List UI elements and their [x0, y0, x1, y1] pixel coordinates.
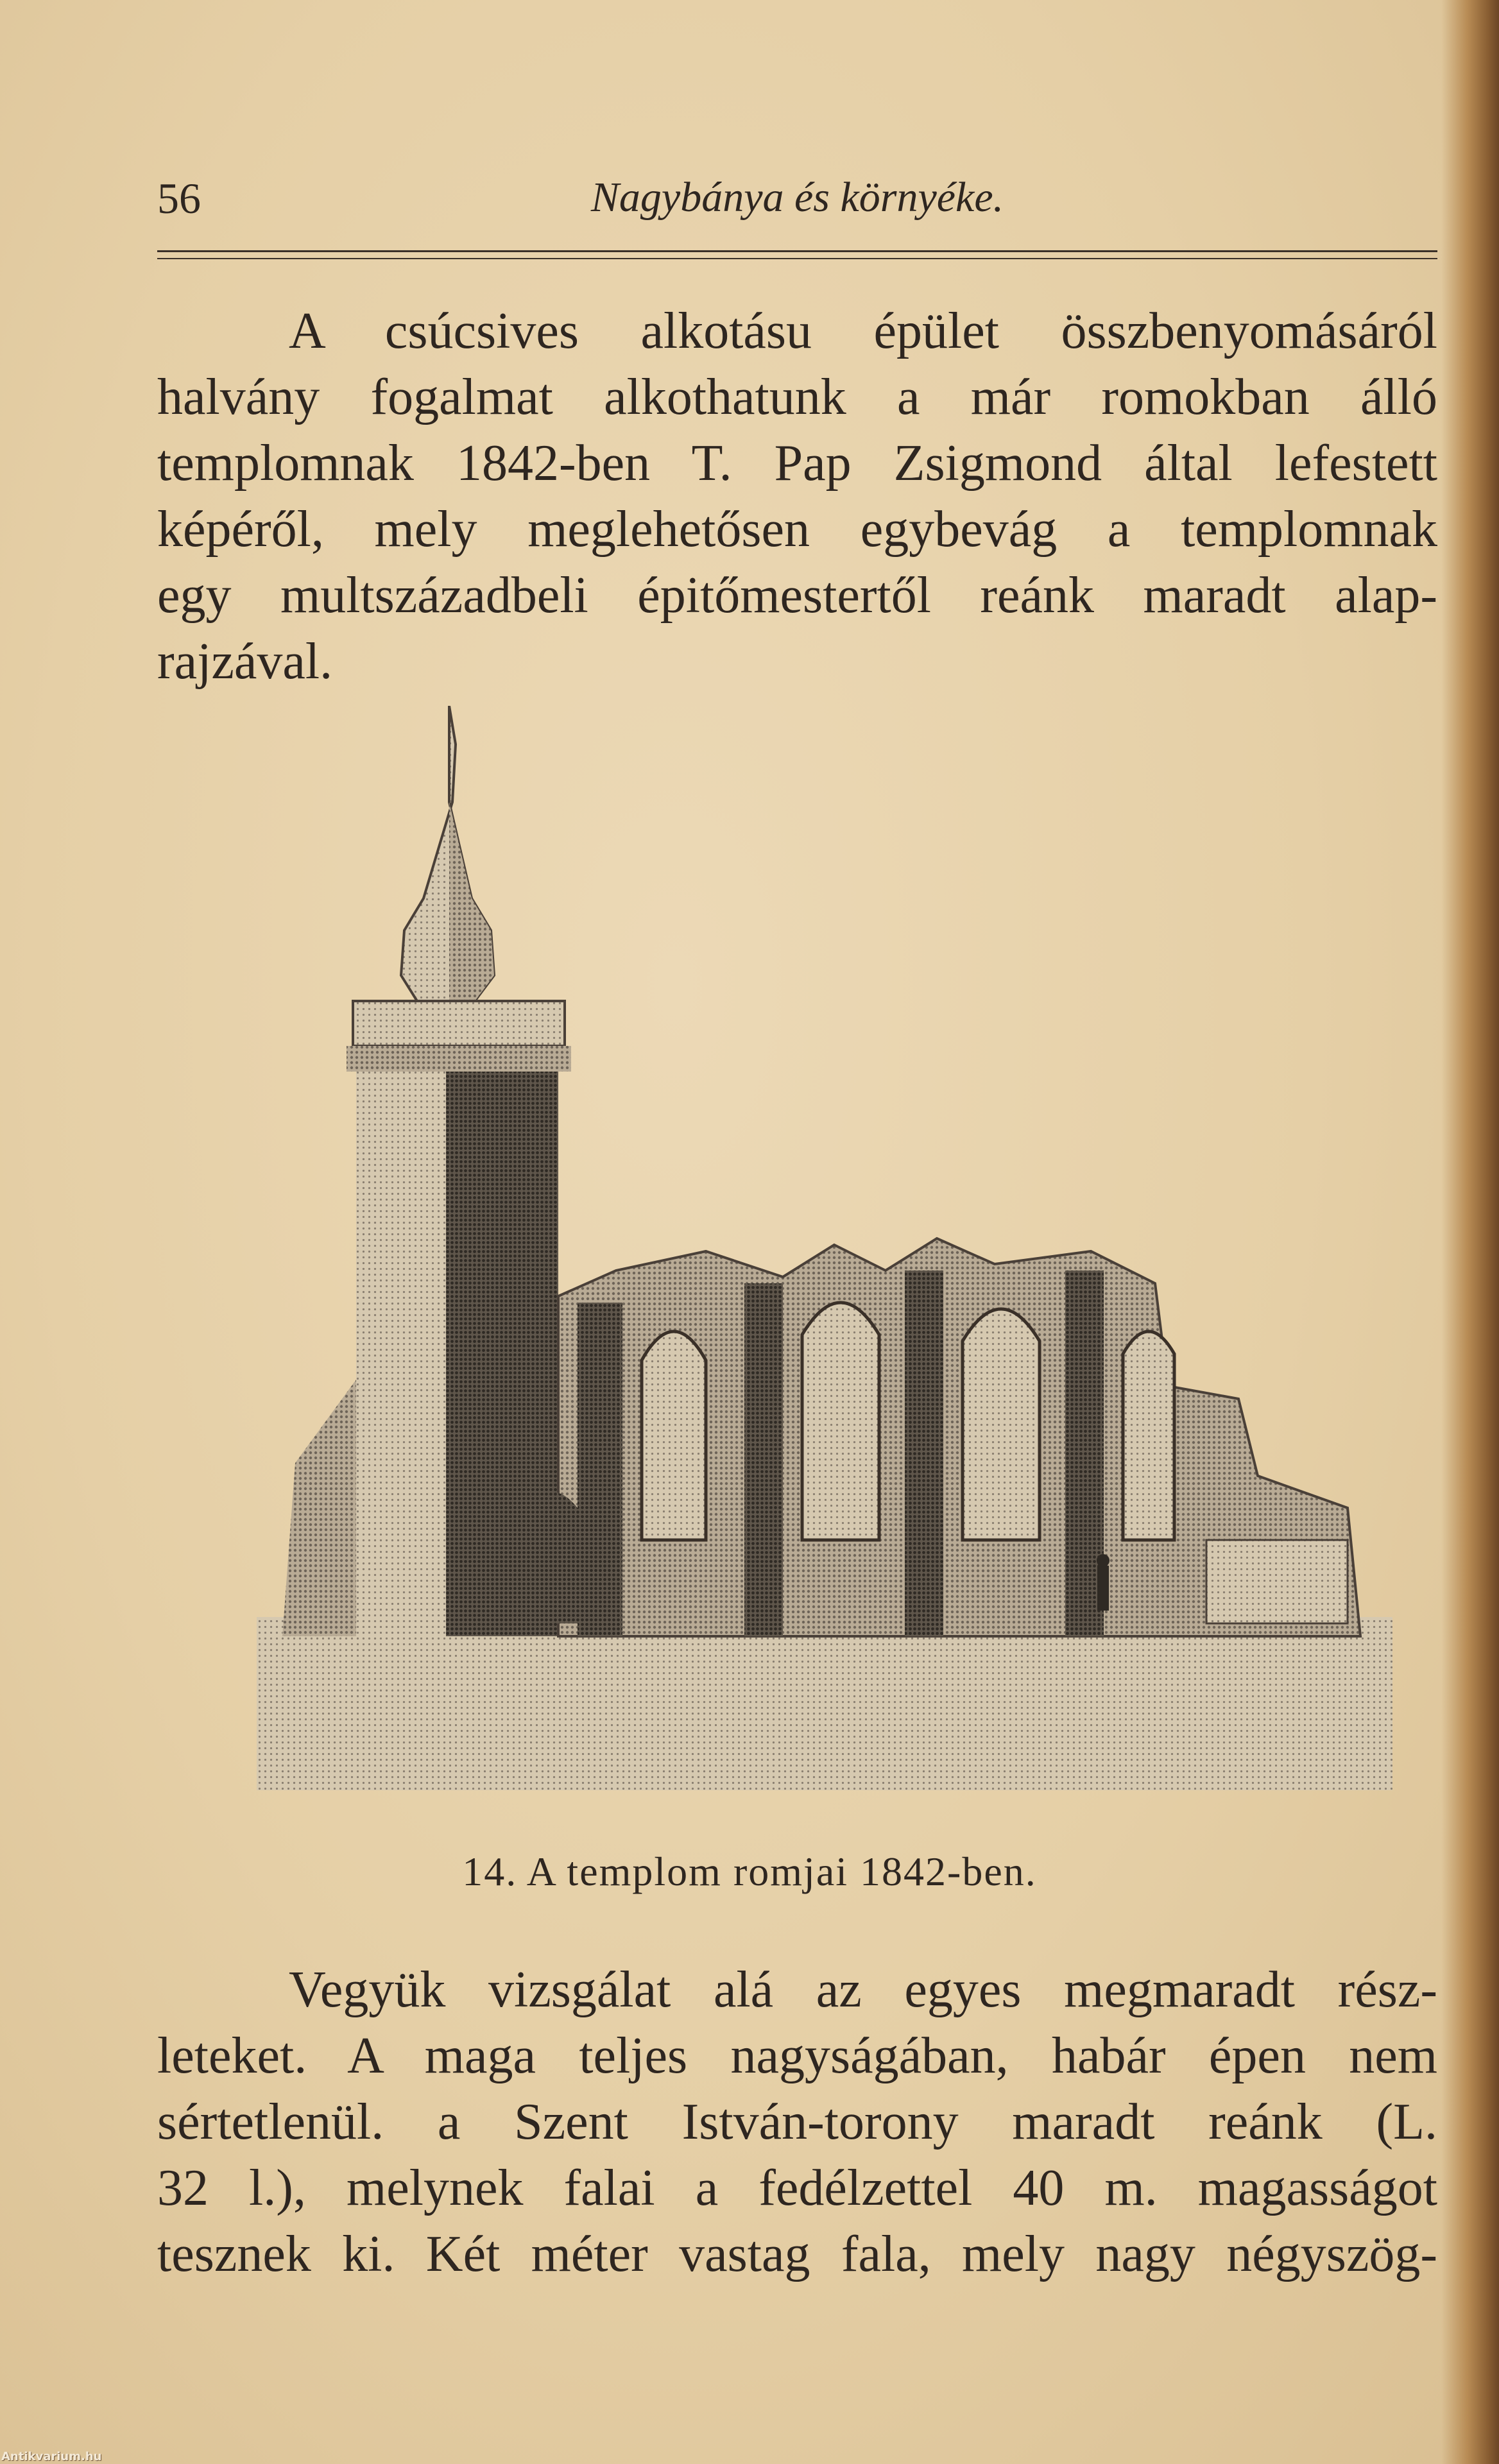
text-line: Vegyük vizsgálat alá az egyes megmaradt rész- — [289, 1962, 1437, 2018]
text-line: tesznek ki. Két méter vastag fala, mely nagy négyszög- — [157, 2226, 1437, 2282]
church-ruins-illustration — [257, 706, 1392, 1797]
text-line: képéről, mely meglehetősen egybevág a templomnak — [157, 501, 1437, 558]
page-header — [157, 173, 1437, 231]
page-number: 56 — [157, 174, 201, 223]
paragraph-2 — [157, 1957, 1437, 2288]
figure-caption: 14. A templom romjai 1842-ben. — [462, 1849, 1037, 1894]
paragraph-1 — [157, 298, 1437, 695]
text-line: A csúcsives alkotásu épület összbenyomásáról — [289, 303, 1437, 359]
text-line: sértetlenül. a Szent István-torony maradt reánk (L. — [157, 2094, 1437, 2150]
text-line: halvány fogalmat alkothatunk a már romokban álló — [157, 369, 1437, 425]
book-spine-shadow — [1441, 0, 1499, 2464]
text-line: leteket. A maga teljes nagyságában, habár épen nem — [157, 2028, 1437, 2084]
running-title: Nagybánya és környéke. — [590, 174, 1004, 221]
text-line: egy multszázadbeli épitőmestertől reánk maradt alap- — [157, 567, 1437, 624]
header-rule-bottom — [157, 258, 1437, 259]
header-rule-top — [157, 250, 1437, 252]
watermark: Antikvarium.hu — [1, 2450, 102, 2463]
text-line: 32 l.), melynek falai a fedélzettel 40 m. magasságot — [157, 2160, 1437, 2216]
text-line: rajzával. — [157, 633, 333, 690]
text-line: templomnak 1842-ben T. Pap Zsigmond által lefestett — [157, 435, 1437, 492]
